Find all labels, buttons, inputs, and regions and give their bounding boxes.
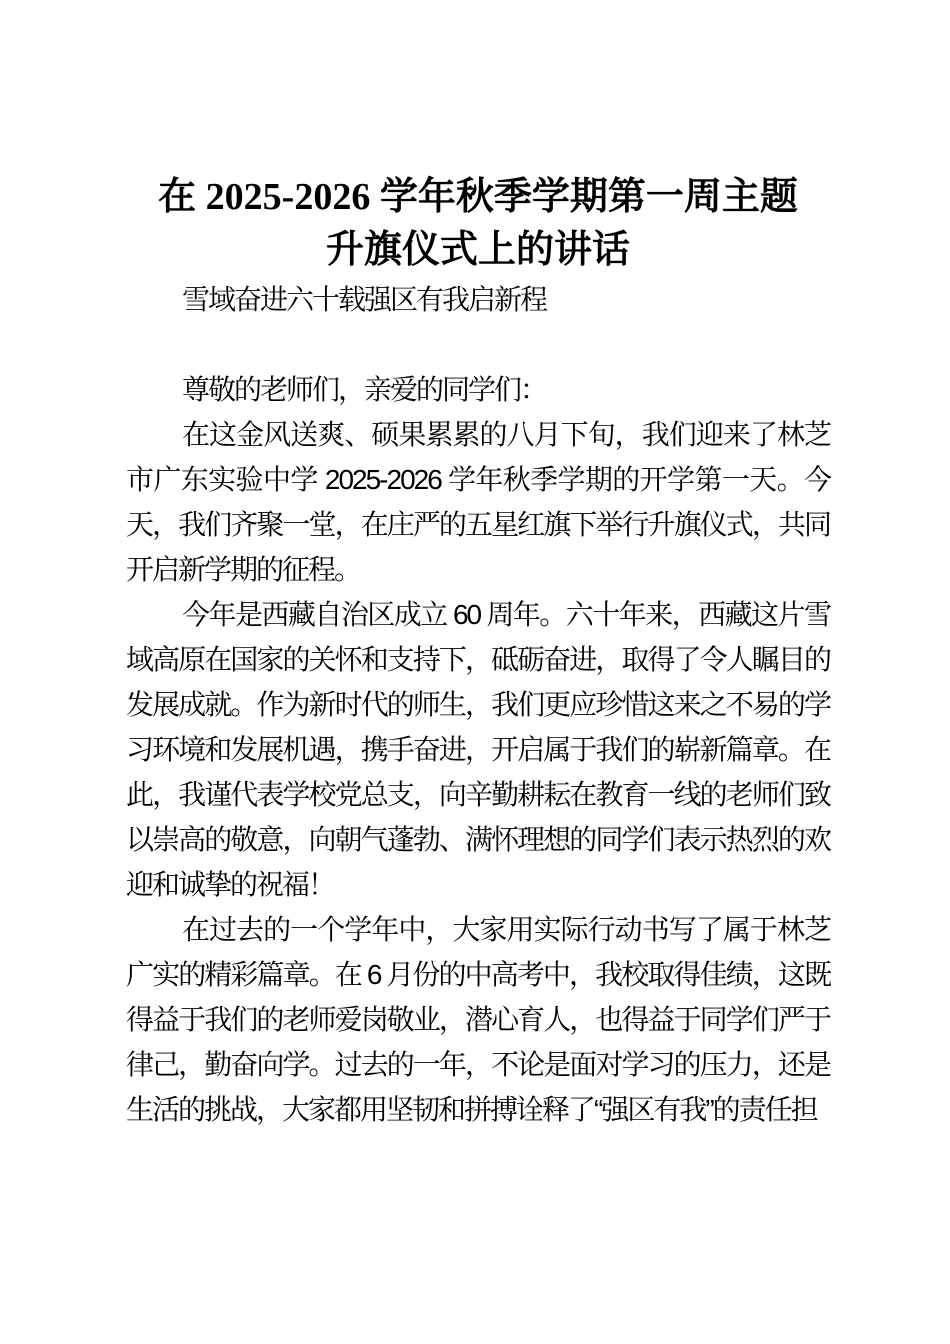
title-line-2: 升旗仪式上的讲话 — [325, 229, 630, 271]
title-line-1: 在 2025-2026 学年秋季学期第一周主题 — [158, 176, 798, 218]
document-subtitle: 雪域奋进六十载强区有我启新程 — [182, 284, 547, 315]
paragraph-opening: 在这金风送爽、硕果累累的八月下旬，我们迎来了林芝市广东实验中学 2025-2026 学年秋季学期的开学第一天。今天，我们齐聚一堂，在庄严的五星红旗下举行升旗仪式，共同开启新学期的征程。 — [126, 419, 830, 585]
document-title — [126, 171, 830, 277]
paragraph-salutation: 尊敬的老师们，亲爱的同学们： — [182, 374, 547, 405]
paragraph-past-year-review: 在过去的一个学年中，大家用实际行动书写了属于林芝广实的精彩篇章。在 6 月份的中高考中，我校取得佳绩，这既得益于我们的老师爱岗敬业，潜心育人，也得益于同学们严于律己，勤奋向学。过去的一年，不论是面对学习的压力，还是生活的挑战，大家都用坚韧和拼搏诠释了“强区有我”的责任担 — [126, 914, 830, 1125]
blank-line-spacer — [126, 322, 830, 367]
paragraph-tibet-anniversary: 今年是西藏自治区成立 60 周年。六十年来，西藏这片雪域高原在国家的关怀和支持下，砥砺奋进，取得了令人瞩目的发展成就。作为新时代的师生，我们更应珍惜这来之不易的学习环境和发展机遇，携手奋进，开启属于我们的崭新篇章。在此，我谨代表学校党总支，向辛勤耕耘在教育一线的老师们致以崇高的敬意，向朝气蓬勃、满怀理想的同学们表示热烈的欢迎和诚挚的祝福！ — [126, 599, 830, 900]
